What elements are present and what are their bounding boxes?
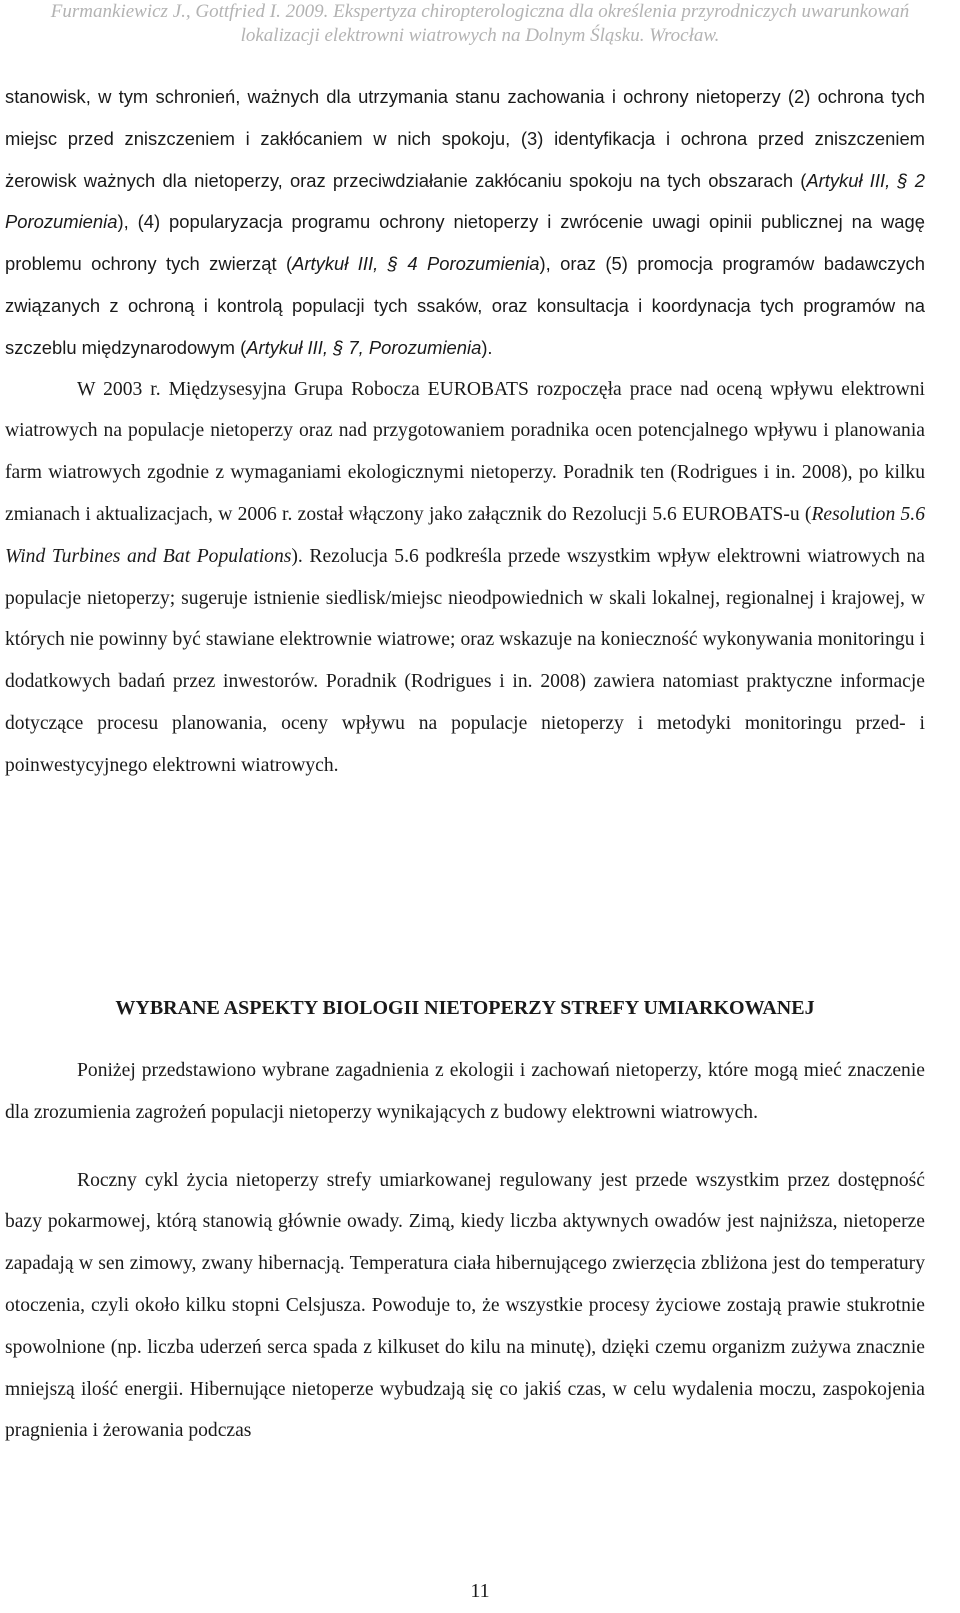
paragraph-agreement-objectives: [5, 76, 925, 369]
section-body: [5, 1050, 925, 1452]
header-line-1: Furmankiewicz J., Gottfried I. 2009. Ekspertyza chiropterologiczna dla określenia przyrodniczych uwarunkowań: [50, 1, 910, 22]
paragraph-eurobats: [5, 369, 925, 787]
text-span: ), oraz (5) promocja programów badawczych związanych z ochroną i kontrolą populacji tych ssaków, oraz konsultacja i koordynacja tych programów na szczeblu międzynarodowym (: [5, 253, 925, 358]
body-text: [5, 76, 925, 787]
citation-ref: Resolution 5.6 Wind Turbines and Bat Populations: [5, 503, 925, 567]
text-span: stanowisk, w tym schronień, ważnych dla utrzymania stanu zachowania i ochrony nietoperzy (2) ochrona tych miejsc przed zniszczeniem i zakłócaniem w nich spokoju, (3) identyfikacja i ochrona przed zniszczeniem żerowisk ważnych dla nietoperzy, oraz przeciwdziałanie zakłócaniu spokoju na tych obszarach (: [5, 86, 925, 191]
text-span: ). Rezolucja 5.6 podkreśla przede wszystkim wpływ elektrowni wiatrowych na populacje nietoperzy; sugeruje istnienie siedlisk/miejsc nieodpowiednich w skali lokalnej, regionalnej i krajowej, w których nie powinny być stawiane elektrownie wiatrowe; oraz wskazuje na konieczność wykonywania monitoringu i dodatkowych badań przez inwestorów. Poradnik (Rodrigues i in. 2008) zawiera natomiast praktyczne informacje dotyczące procesu planowania, oceny wpływu na populacje nietoperzy i metodyki monitoringu przed- i poinwestycyjnego elektrowni wiatrowych.: [5, 545, 925, 776]
citation-ref: Artykuł III, § 2 Porozumienia: [5, 169, 925, 233]
citation-ref: Artykuł III, § 7, Porozumienia: [246, 336, 482, 358]
paragraph-annual-cycle: Roczny cykl życia nietoperzy strefy umiarkowanej regulowany jest przede wszystkim przez dostępność bazy pokarmowej, którą stanowią głównie owady. Zimą, kiedy liczba aktywnych owadów jest najniższa, nietoperze zapadają w sen zimowy, zwany hibernacją. Temperatura ciała hibernującego zwierzęcia zbliżona jest do temperatury otoczenia, czyli około kilku stopni Celsjusza. Powoduje to, że wszystkie procesy życiowe zostają prawie stukrotnie spowolnione (np. liczba uderzeń serca spada z kilkuset do kilu na minutę), dzięki czemu organizm zużywa znacznie mniejszą ilość energii. Hibernujące nietoperze wybudzają się co jakiś czas, w celu wydalenia moczu, zaspokojenia pragnienia i żerowania podczas: [5, 1169, 925, 1442]
section-heading: WYBRANE ASPEKTY BIOLOGII NIETOPERZY STREFY UMIARKOWANEJ: [115, 997, 815, 1019]
running-header: [0, 0, 960, 48]
text-span: W 2003 r. Międzysesyjna Grupa Robocza EUROBATS rozpoczęła prace nad oceną wpływu elektrowni wiatrowych na populacje nietoperzy oraz nad przygotowaniem poradnika ocen potencjalnego wpływu i planowania farm wiatrowych zgodnie z wymaganiami ekologicznymi nietoperzy. Poradnik ten (Rodrigues i in. 2008), po kilku zmianach i aktualizacjach, w 2006 r. został włączony jako załącznik do Rezolucji 5.6 EUROBATS-u (: [5, 378, 925, 525]
header-line-2: lokalizacji elektrowni wiatrowych na Dolnym Śląsku. Wrocław.: [240, 25, 720, 46]
text-span: ).: [481, 336, 493, 358]
page-number: 11: [470, 1580, 490, 1602]
text-span: ), (4) popularyzacja programu ochrony nietoperzy i zwrócenie uwagi opinii publicznej na wagę problemu ochrony tych zwierząt (: [5, 211, 925, 275]
paragraph-intro: Poniżej przedstawiono wybrane zagadnienia z ekologii i zachowań nietoperzy, które mogą mieć znaczenie dla zrozumienia zagrożeń populacji nietoperzy wynikających z budowy elektrowni wiatrowych.: [5, 1060, 925, 1123]
citation-ref: Artykuł III, § 4 Porozumienia: [292, 253, 540, 275]
